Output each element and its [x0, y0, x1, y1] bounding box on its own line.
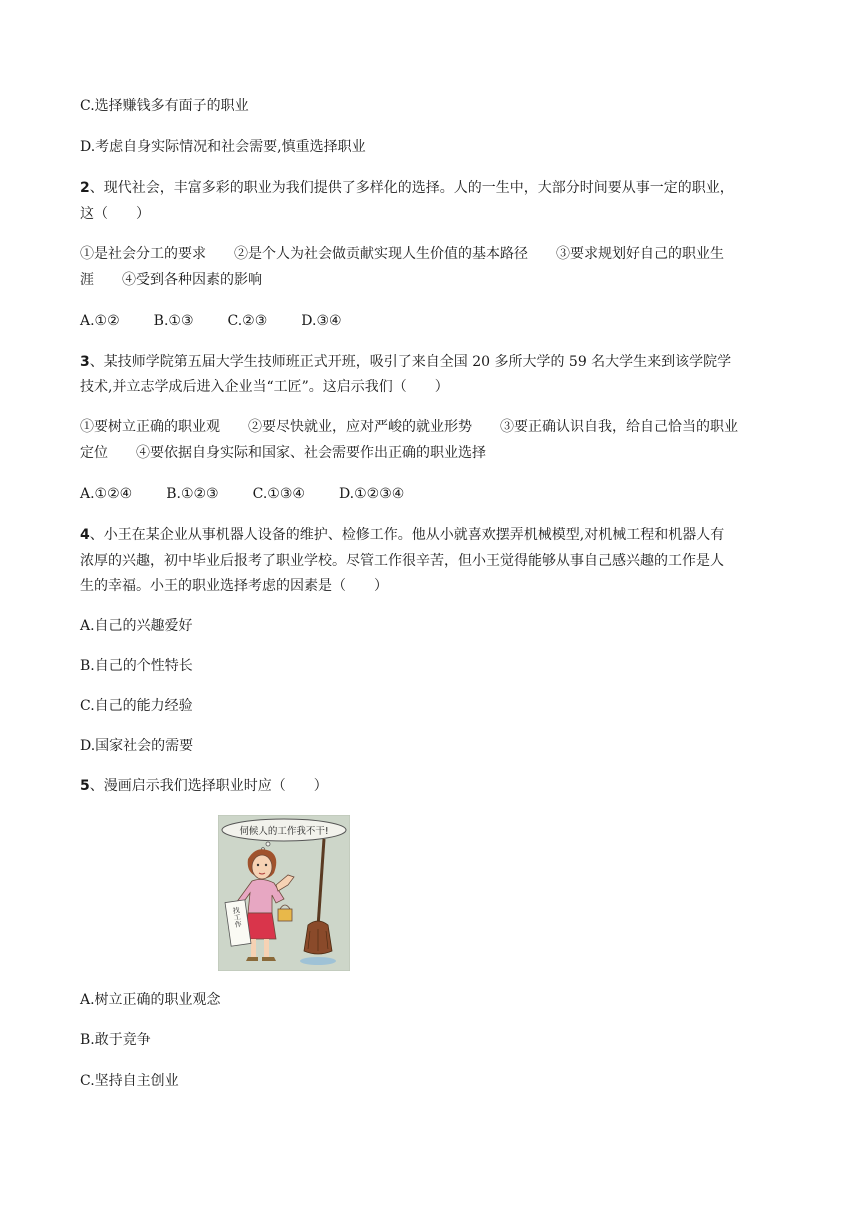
q3-items-line-2: 定位 ④要依据自身实际和国家、社会需要作出正确的职业选择	[80, 445, 486, 461]
q4-option-b: B.自己的个性特长	[80, 658, 193, 674]
q4-option-d: D.国家社会的需要	[80, 738, 194, 754]
cartoon-sign-text: 找工作	[231, 906, 243, 929]
cartoon-bubble-text: 伺候人的工作我不干!	[239, 826, 329, 837]
q4-option-a: A.自己的兴趣爱好	[80, 618, 193, 634]
q2-items-line-1: ①是社会分工的要求 ②是个人为社会做贡献实现人生价值的基本路径 ③要求规划好自己的职业生	[80, 246, 724, 262]
q3-option-c: C.①③④	[252, 486, 305, 502]
q3-option-d: D.①②③④	[338, 486, 405, 502]
q2-items-line-2: 涯 ④受到各种因素的影响	[80, 272, 262, 288]
q3-option-b: B.①②③	[166, 486, 219, 502]
q2-option-c: C.②③	[227, 313, 268, 329]
q4-stem-line-2: 浓厚的兴趣，初中毕业后报考了职业学校。尽管工作很辛苦，但小王觉得能够从事自己感兴趣的工作是人	[80, 553, 724, 569]
q2-option-b: B.①③	[153, 313, 194, 329]
q3-items-line-1: ①要树立正确的职业观 ②要尽快就业，应对严峻的就业形势 ③要正确认识自我，给自己恰当的职业	[80, 419, 738, 435]
q3-stem-line-2: 技术,并立志学成后进入企业当“工匠”。这启示我们（ ）	[80, 379, 449, 395]
q2-stem-line-1: 2、现代社会，丰富多彩的职业为我们提供了多样化的选择。人的一生中，大部分时间要从事一定的职业，	[80, 180, 734, 196]
q4-stem-line-3: 生的幸福。小王的职业选择考虑的因素是（ ）	[80, 578, 388, 594]
q5-option-a: A.树立正确的职业观念	[80, 992, 221, 1008]
q2-options	[80, 311, 342, 331]
q3-number: 3	[80, 354, 90, 370]
option-c-previous: C.选择赚钱多有面子的职业	[80, 98, 249, 114]
q2-number: 2	[80, 180, 90, 196]
q5-option-b: B.敢于竞争	[80, 1032, 151, 1048]
q2-stem-line-2: 这（ ）	[80, 206, 150, 222]
q5-number: 5	[80, 778, 90, 794]
q5-option-c: C.坚持自主创业	[80, 1073, 179, 1089]
q4-stem-line-1: 4、小王在某企业从事机器人设备的维护、检修工作。他从小就喜欢摆弄机械模型,对机械工程和机器人有	[80, 527, 725, 543]
q4-option-c: C.自己的能力经验	[80, 698, 193, 714]
q3-options	[80, 484, 404, 504]
q2-option-d: D.③④	[301, 313, 342, 329]
q3-option-a: A.①②④	[80, 486, 133, 502]
q5-stem: 5、漫画启示我们选择职业时应（ ）	[80, 778, 328, 794]
cartoon-image	[218, 815, 350, 971]
q3-stem-line-1: 3、某技师学院第五届大学生技师班正式开班，吸引了来自全国 20 多所大学的 59 名大学生来到该学院学	[80, 354, 732, 370]
q2-option-a: A.①②	[80, 313, 120, 329]
q4-number: 4	[80, 527, 90, 543]
option-d-previous: D.考虑自身实际情况和社会需要,慎重选择职业	[80, 139, 366, 155]
